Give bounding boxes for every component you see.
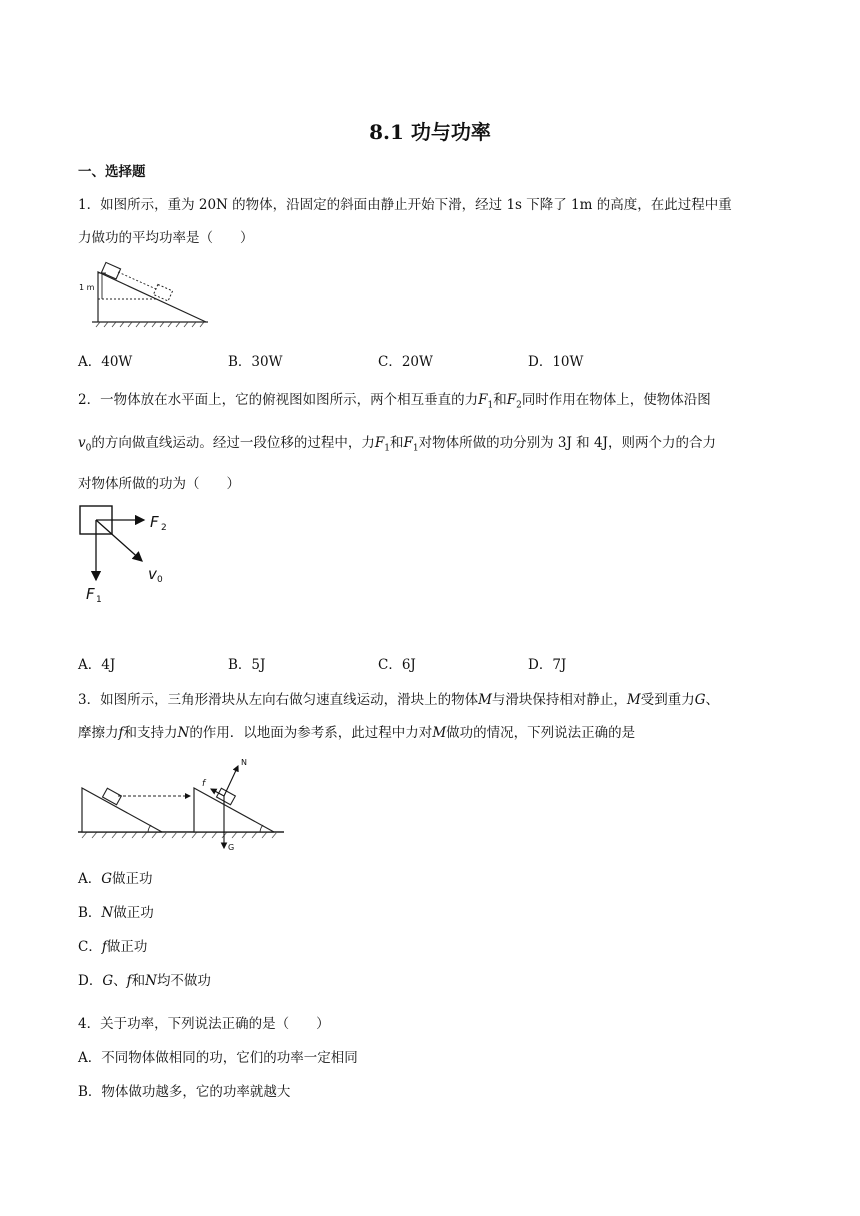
q1-option-b[interactable]: B．30W xyxy=(228,354,283,370)
q2-stem-line1: 2．一物体放在水平面上，它的俯视图如图所示，两个相互垂直的力$F_1$和$F_2$同时作用在物体上，使物体沿图 xyxy=(78,392,711,411)
svg-text:v: v xyxy=(148,565,157,583)
q4-stem: 4．关于功率，下列说法正确的是（ ） xyxy=(78,1016,330,1032)
svg-text:F: F xyxy=(150,513,159,531)
svg-text:0: 0 xyxy=(157,575,163,585)
svg-text:2: 2 xyxy=(161,523,167,533)
section-heading: 一、选择题 xyxy=(78,164,146,180)
q1-option-a[interactable]: A．40W xyxy=(78,354,133,370)
q3-stem-line1: 3．如图所示，三角形滑块从左向右做匀速直线运动，滑块上的物体M与滑块保持相对静止，M受到重力G、 xyxy=(78,692,720,708)
q2-option-c[interactable]: C．6J xyxy=(378,657,416,673)
q1-height-label: 1 m xyxy=(79,283,95,292)
q2-option-a[interactable]: A．4J xyxy=(78,657,116,673)
q3-option-b[interactable]: B．N做正功 xyxy=(78,905,154,921)
q1-stem-line2: 力做功的平均功率是（ ） xyxy=(78,230,254,246)
svg-text:G: G xyxy=(228,843,235,852)
q3-slider-figure xyxy=(78,752,288,854)
q1-stem-line1: 1．如图所示，重为 20N 的物体，沿固定的斜面由静止开始下滑，经过 1s 下降了 1m 的高度，在此过程中重 xyxy=(78,197,732,213)
q2-stem-line2: $v_0$的方向做直线运动。经过一段位移的过程中，力$F_1$和$F_1$对物体所做的功分别为 3J 和 4J，则两个力的合力 xyxy=(78,435,716,454)
q1-option-c[interactable]: C．20W xyxy=(378,354,433,370)
q4-option-a[interactable]: A．不同物体做相同的功，它们的功率一定相同 xyxy=(78,1050,358,1066)
q3-option-c[interactable]: C．f做正功 xyxy=(78,939,148,955)
page-title: 8.1 功与功率 xyxy=(369,120,491,144)
svg-text:N: N xyxy=(241,758,247,767)
q2-option-b[interactable]: B．5J xyxy=(228,657,266,673)
q2-force-figure xyxy=(78,503,188,607)
svg-text:F: F xyxy=(86,585,95,603)
svg-text:f: f xyxy=(202,779,206,789)
q1-incline-figure xyxy=(78,260,218,328)
q2-stem-line3: 对物体所做的功为（ ） xyxy=(78,476,240,492)
q3-option-d[interactable]: D．G、f和N均不做功 xyxy=(78,973,211,989)
q2-option-d[interactable]: D．7J xyxy=(528,657,567,673)
q1-option-d[interactable]: D．10W xyxy=(528,354,584,370)
q3-option-a[interactable]: A．G做正功 xyxy=(78,871,153,887)
q4-option-b[interactable]: B．物体做功越多，它的功率就越大 xyxy=(78,1084,291,1100)
svg-text:1: 1 xyxy=(96,595,102,605)
q3-stem-line2: 摩擦力f和支持力N的作用．以地面为参考系，此过程中力对M做功的情况，下列说法正确的是 xyxy=(78,725,636,741)
